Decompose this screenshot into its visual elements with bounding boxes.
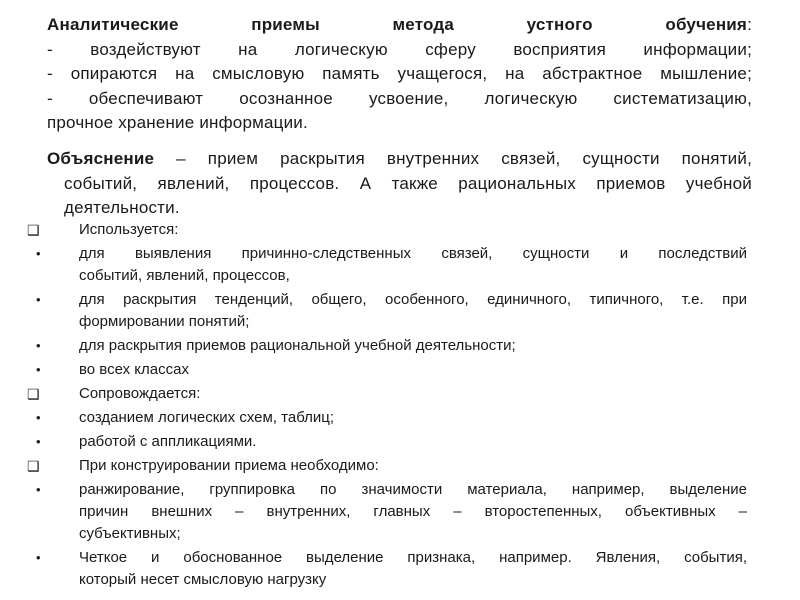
construction-heading-row: [0, 454, 800, 478]
accompanied-item-1: созданием логических схем, таблиц;: [79, 409, 335, 426]
uses-item-1-line-2: событий, явлений, процессов,: [79, 267, 290, 284]
checkbox-bullet-icon: ❑: [27, 458, 40, 474]
bullet-icon: •: [36, 338, 41, 353]
intro-heading: Аналитические приемы метода устного обучения:: [47, 15, 752, 34]
construction-label: При конструировании приема необходимо:: [79, 457, 379, 474]
construction-item-2-line-2: который несет смысловую нагрузку: [79, 571, 327, 588]
uses-label: Используется:: [79, 221, 179, 238]
uses-item-4: во всех классах: [79, 361, 189, 378]
explanation-block: [47, 147, 752, 221]
uses-item-3: для раскрытия приемов рациональной учебной деятельности;: [79, 337, 516, 354]
list-item-continuation: [0, 266, 800, 288]
accompanied-item-2: работой с аппликациями.: [79, 433, 257, 450]
construction-item-1-line-3: субъективных;: [79, 525, 181, 542]
list-item: [0, 430, 800, 454]
explanation-term: Объяснение: [47, 149, 155, 168]
list-item: [0, 478, 800, 502]
intro-line-2: - опираются на смысловую память учащегося, на абстрактное мышление;: [47, 64, 752, 83]
intro-line-3: - обеспечивают осознанное усвоение, логическую систематизацию,: [47, 88, 752, 108]
explanation-line-1: Объяснение – прием раскрытия внутренних связей, сущности понятий,: [47, 149, 752, 168]
list-item: [0, 358, 800, 382]
uses-heading-row: [0, 218, 800, 242]
uses-item-1-line-1: для выявления причинно-следственных связей, сущности и последствий: [79, 245, 747, 262]
construction-item-1-line-2: причин внешних – внутренних, главных – второстепенных, объективных –: [79, 503, 747, 520]
bullet-icon: •: [36, 246, 41, 261]
outline-list: [0, 218, 800, 592]
bullet-icon: •: [36, 550, 41, 565]
construction-item-2-line-1: Четкое и обоснованное выделение признака, например. Явления, события,: [79, 549, 747, 566]
explanation-line-3: деятельности.: [64, 198, 180, 217]
accompanied-heading-row: [0, 382, 800, 406]
list-item: [0, 288, 800, 312]
construction-item-1-line-1: ранжирование, группировка по значимости материала, например, выделение: [79, 481, 747, 498]
bullet-icon: •: [36, 434, 41, 449]
list-item: [0, 546, 800, 570]
intro-heading-bold: Аналитические приемы метода устного обучения: [47, 15, 748, 34]
list-item: [0, 242, 800, 266]
list-item-continuation: [0, 524, 800, 546]
list-item: [0, 334, 800, 358]
accompanied-label: Сопровождается:: [79, 385, 201, 402]
uses-item-2-line-2: формировании понятий;: [79, 313, 250, 330]
bullet-icon: •: [36, 410, 41, 425]
list-item-continuation: [0, 312, 800, 334]
list-item-continuation: [0, 502, 800, 524]
explanation-line-2: событий, явлений, процессов. А также рациональных приемов учебной: [64, 173, 752, 193]
checkbox-bullet-icon: ❑: [27, 386, 40, 402]
list-item: [0, 406, 800, 430]
intro-line-4: прочное хранение информации.: [47, 113, 308, 132]
intro-line-1: - воздействуют на логическую сферу восприятия информации;: [47, 39, 752, 59]
checkbox-bullet-icon: ❑: [27, 222, 40, 238]
bullet-icon: •: [36, 362, 41, 377]
intro-block: [47, 13, 752, 136]
bullet-icon: •: [36, 292, 41, 307]
uses-item-2-line-1: для раскрытия тенденций, общего, особенного, единичного, типичного, т.е. при: [79, 291, 747, 308]
bullet-icon: •: [36, 482, 41, 497]
list-item-continuation: [0, 570, 800, 592]
